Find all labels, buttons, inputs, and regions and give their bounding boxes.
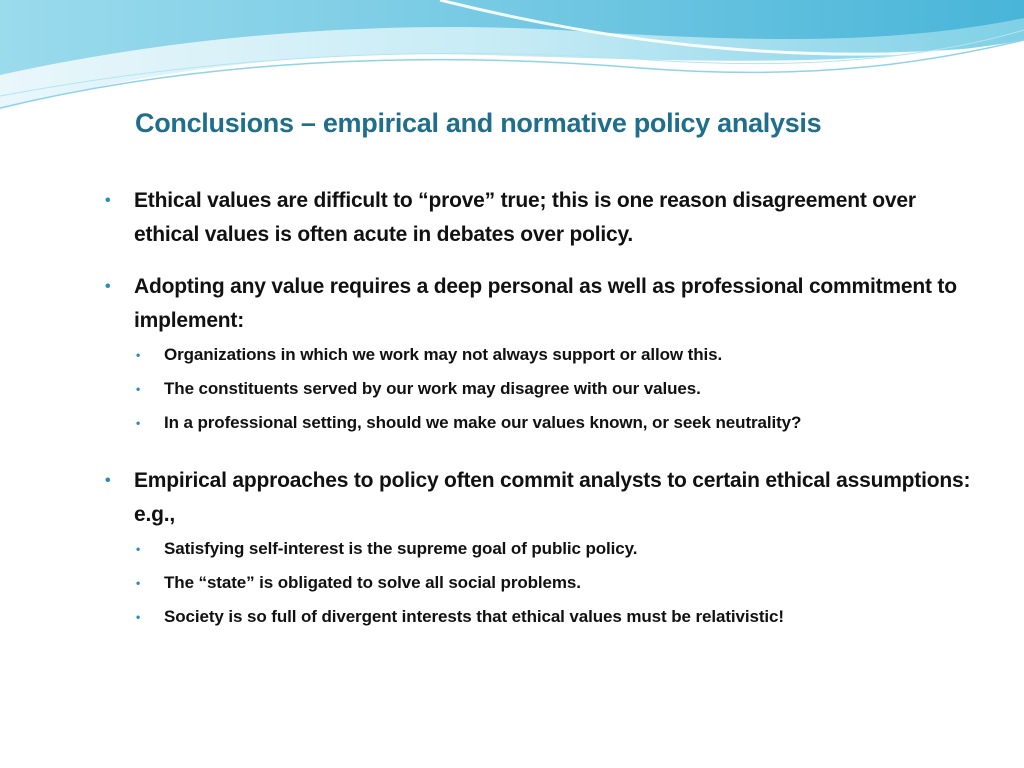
sub-bullet-text: Organizations in which we work may not always support or allow this. [164, 345, 723, 364]
sub-bullet-text: Society is so full of divergent interests that ethical values must be relativistic! [164, 607, 784, 626]
bullet-list [105, 184, 985, 634]
slide-title: Conclusions – empirical and normative policy analysis [135, 108, 822, 138]
sub-bullet-item [136, 372, 985, 406]
sub-bullet-list [136, 532, 985, 634]
bullet-text: Ethical values are difficult to “prove” true; this is one reason disagreement over ethical values is often acute in debates over policy. [134, 189, 916, 246]
bullet-text: Empirical approaches to policy often commit analysts to certain ethical assumptions: e.g., [134, 469, 971, 526]
sub-bullet-item [136, 600, 985, 634]
sub-bullet-text: Satisfying self-interest is the supreme goal of public policy. [164, 539, 638, 558]
sub-bullet-item [136, 338, 985, 372]
sub-bullet-item [136, 406, 985, 440]
sub-bullet-marker: • [136, 542, 141, 556]
sub-bullet-marker: • [136, 610, 141, 624]
bullet-item [105, 464, 985, 532]
bullet-item [105, 270, 985, 338]
sub-bullet-item [136, 532, 985, 566]
bullet-marker: • [105, 278, 111, 295]
sub-bullet-marker: • [136, 416, 141, 430]
sub-bullet-text: The constituents served by our work may disagree with our values. [164, 379, 701, 398]
sub-bullet-marker: • [136, 348, 141, 362]
bullet-text: Adopting any value requires a deep personal as well as professional commitment to implement: [134, 275, 957, 332]
sub-bullet-list [136, 338, 985, 440]
bullet-marker: • [105, 192, 111, 209]
sub-bullet-text: In a professional setting, should we make our values known, or seek neutrality? [164, 413, 802, 432]
sub-bullet-marker: • [136, 576, 141, 590]
sub-bullet-item [136, 566, 985, 600]
bullet-marker: • [105, 472, 111, 489]
bullet-item [105, 184, 985, 252]
sub-bullet-text: The “state” is obligated to solve all social problems. [164, 573, 581, 592]
sub-bullet-marker: • [136, 382, 141, 396]
